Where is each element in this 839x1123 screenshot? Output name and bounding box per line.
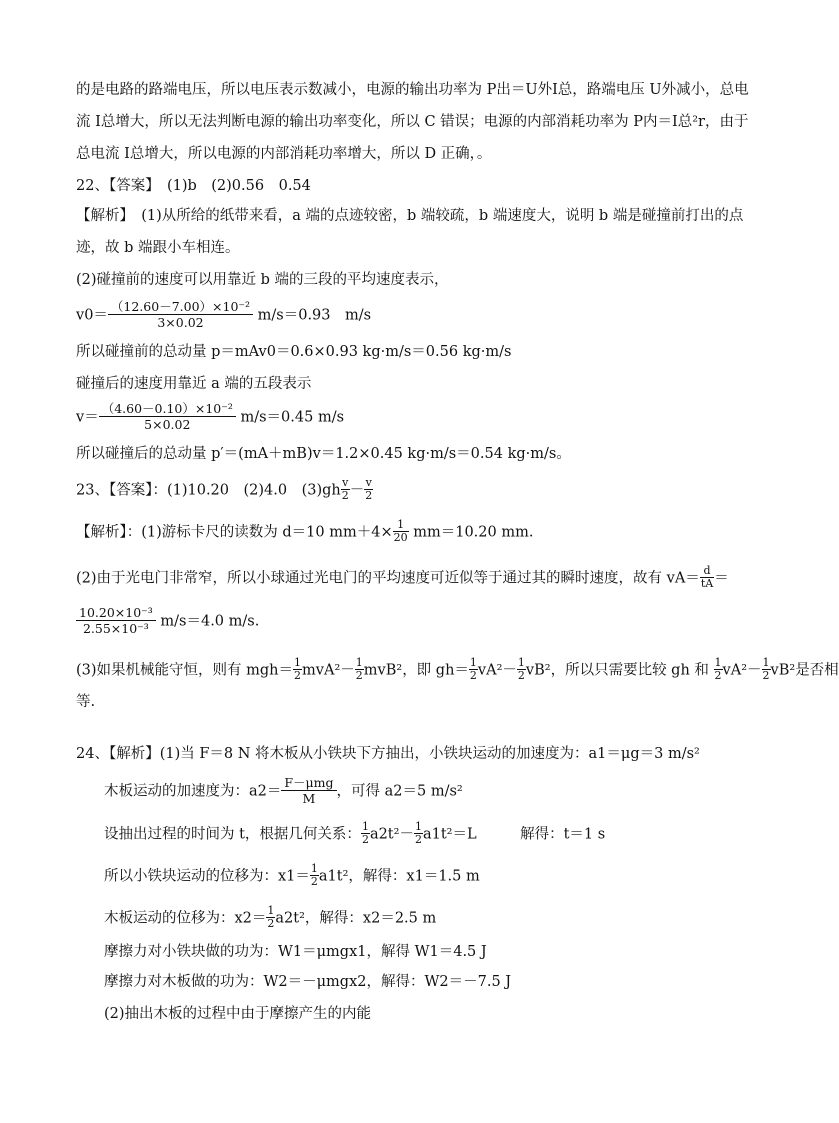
q24-c2-post: ，可得 a2＝5 m/s² xyxy=(336,783,463,800)
q24-line-7: 摩擦力对木板做的功为：W2＝－μmgx2，解得：W2＝－7.5 J xyxy=(104,974,512,990)
half-frac xyxy=(310,863,319,888)
q24-line-2 xyxy=(104,776,463,807)
frac-num: d xyxy=(703,564,711,577)
q23-b4-end: 是否相 xyxy=(795,662,839,679)
term-a1t2: a1t² xyxy=(422,826,453,843)
q23-b2-text: (2)由于光电门非常窄，所以小球通过光电门的平均速度可近似等于通过其的瞬时速度，故有 vA＝ xyxy=(76,570,700,587)
frac-den: 2 xyxy=(762,669,770,682)
frac-num: 1 xyxy=(361,820,369,833)
frac-num: 1 xyxy=(267,904,275,917)
q23-b4-tail: ，所以只需要比较 gh 和 xyxy=(550,662,709,679)
frac-num: 1 xyxy=(762,656,770,669)
minus-sign: － xyxy=(399,826,414,843)
q22-answer: 22、【答案】 (1)b (2)0.56 0.54 xyxy=(76,178,311,194)
q23-answer-frac-2 xyxy=(364,477,373,502)
q24-c4-pre: 所以小铁块运动的位移为：x1＝ xyxy=(104,868,310,885)
v0-fraction xyxy=(108,299,253,330)
q22-v-equation xyxy=(76,402,344,433)
term-mvb: mvB² xyxy=(363,662,403,679)
frac-den: 2 xyxy=(469,669,477,682)
v0-numerator: （12.60－7.00）×10⁻² xyxy=(110,299,251,314)
frac-num: 1 xyxy=(397,518,405,531)
minus-sign: － xyxy=(340,662,355,679)
minus-sign: － xyxy=(502,662,517,679)
q22-momentum-before: 所以碰撞前的总动量 p＝mAv0＝0.6×0.93 kg·m/s＝0.56 kg·m/s xyxy=(76,344,512,360)
equals-sign: ＝ xyxy=(714,570,729,587)
v-lhs: v＝ xyxy=(76,409,99,426)
q22-analysis-3: (2)碰撞前的速度可以用靠近 b 端的三段的平均速度表示， xyxy=(76,272,449,288)
q23-answer-text: 23、【答案】：(1)10.20 (2)4.0 (3)gh xyxy=(76,482,341,499)
q23-b3-frac xyxy=(76,605,156,636)
frac-den: 2 xyxy=(341,489,349,502)
frac-num: 1 xyxy=(294,656,302,669)
q22-after-text: 碰撞后的速度用靠近 a 端的五段表示 xyxy=(76,376,312,392)
term-va2: vA² xyxy=(477,662,503,679)
q21-line-1: 的是电路的路端电压，所以电压表示数减小，电源的输出功率为 P出＝U外I总，路端电压 U外减小，总电 xyxy=(76,82,749,98)
v0-lhs: v0＝ xyxy=(76,307,108,324)
q23-answer-frac-1 xyxy=(341,477,350,502)
v-rhs: m/s＝0.45 m/s xyxy=(240,409,345,426)
q23-b1-frac xyxy=(393,519,409,544)
q23-analysis-5: 等. xyxy=(76,694,96,710)
frac-num: 1 xyxy=(310,862,318,875)
q24-line-1: 24、【解析】(1)当 F＝8 N 将木板从小铁块下方抽出，小铁块运动的加速度为：a1＝μg＝3 m/s² xyxy=(76,746,700,762)
q23-analysis-1 xyxy=(76,520,533,545)
q23-b1-post: mm＝10.20 mm. xyxy=(413,524,534,541)
q22-analysis-1: 【解析】 (1)从所给的纸带来看，a 端的点迹较密，b 端较疏，b 端速度大，说明 b 端是碰撞前打出的点 xyxy=(76,208,744,224)
q23-b1-text: 【解析】：(1)游标卡尺的读数为 d＝10 mm＋4× xyxy=(76,524,393,541)
q21-line-2: 流 I总增大，所以无法判断电源的输出功率变化，所以 C 错误；电源的内部消耗功率为 P内＝I总²r，由于 xyxy=(76,114,749,130)
v0-rhs: m/s＝0.93 m/s xyxy=(257,307,372,324)
half-frac xyxy=(517,657,526,682)
q24-line-5 xyxy=(104,906,436,931)
v-fraction xyxy=(99,401,236,432)
q24-c3-pre: 设抽出过程的时间为 t，根据几何关系： xyxy=(104,826,361,843)
q24-line-6: 摩擦力对小铁块做的功为：W1＝μmgx1，解得 W1＝4.5 J xyxy=(104,944,487,960)
term-a2t2: a2t² xyxy=(369,826,400,843)
q23-analysis-4 xyxy=(76,658,839,683)
q22-v0-equation xyxy=(76,300,371,331)
frac-den: M xyxy=(281,790,336,806)
half-frac xyxy=(414,821,423,846)
half-frac xyxy=(714,657,723,682)
q23-answer xyxy=(76,478,373,503)
term-mva: mvA² xyxy=(302,662,341,679)
q22-analysis-2: 迹，故 b 端跟小车相连。 xyxy=(76,240,240,256)
q24-line-4 xyxy=(104,864,480,889)
q24-c5-pre: 木板运动的位移为：x2＝ xyxy=(104,910,267,927)
term-vb2: vB² xyxy=(770,662,796,679)
frac-num: 1 xyxy=(414,820,422,833)
q24-c5-post: ，解得：x2＝2.5 m xyxy=(304,910,437,927)
frac-num: 1 xyxy=(714,656,722,669)
frac-num: 10.20×10⁻³ xyxy=(79,605,153,620)
q24-line-3 xyxy=(104,822,605,847)
frac-den: 2 xyxy=(267,917,275,930)
q24-c4-post: ，解得：x1＝1.5 m xyxy=(348,868,480,885)
minus-sign: － xyxy=(349,482,365,499)
q23-b2-frac xyxy=(700,565,714,590)
q24-c2-pre: 木板运动的加速度为：a2＝ xyxy=(104,783,282,800)
frac-den: 2 xyxy=(294,669,302,682)
half-frac xyxy=(361,821,370,846)
frac-num: 1 xyxy=(517,656,525,669)
frac-den: 2 xyxy=(517,669,525,682)
q23-b4-mid: ，即 gh＝ xyxy=(402,662,469,679)
v-numerator: （4.60－0.10）×10⁻² xyxy=(101,401,233,416)
q21-line-3: 总电流 I总增大，所以电源的内部消耗功率增大，所以 D 正确，。 xyxy=(76,146,492,162)
frac-den: 2 xyxy=(714,669,722,682)
frac-den: 2 xyxy=(355,669,363,682)
frac-den: 2 xyxy=(310,875,318,888)
term-a2t2: a2t² xyxy=(275,910,305,927)
frac-den: 2 xyxy=(365,489,373,502)
frac-den: tA xyxy=(700,577,714,590)
v-denominator: 5×0.02 xyxy=(99,416,236,432)
q23-b3-post: m/s＝4.0 m/s. xyxy=(160,613,260,630)
term-va2: vA² xyxy=(722,662,748,679)
half-frac xyxy=(266,905,275,930)
q22-momentum-after: 所以碰撞后的总动量 p′＝(mA＋mB)v＝1.2×0.45 kg·m/s＝0.54 kg·m/s。 xyxy=(76,446,571,462)
frac-num: 1 xyxy=(469,656,477,669)
q23-analysis-3 xyxy=(76,606,259,637)
frac-num: 1 xyxy=(355,656,363,669)
frac-den: 2.55×10⁻³ xyxy=(76,620,156,636)
frac-num: v xyxy=(342,476,349,489)
term-a1t2: a1t² xyxy=(318,868,349,885)
frac-den: 2 xyxy=(414,833,422,846)
q24-c3-post: ＝L 解得：t＝1 s xyxy=(452,826,606,843)
q24-line-8: (2)抽出木板的过程中由于摩擦产生的内能 xyxy=(104,1006,372,1022)
half-frac xyxy=(762,657,771,682)
frac-den: 2 xyxy=(361,833,369,846)
frac-den: 20 xyxy=(393,531,408,544)
half-frac xyxy=(293,657,302,682)
half-frac xyxy=(469,657,478,682)
q23-b4-pre: (3)如果机械能守恒，则有 mgh＝ xyxy=(76,662,294,679)
v0-denominator: 3×0.02 xyxy=(108,314,253,330)
frac-num: F－μmg xyxy=(284,775,334,790)
q24-a2-frac xyxy=(281,775,336,806)
half-frac xyxy=(355,657,364,682)
q23-analysis-2 xyxy=(76,566,729,591)
minus-sign: － xyxy=(747,662,762,679)
term-vb2: vB² xyxy=(525,662,551,679)
frac-num: v xyxy=(365,476,372,489)
